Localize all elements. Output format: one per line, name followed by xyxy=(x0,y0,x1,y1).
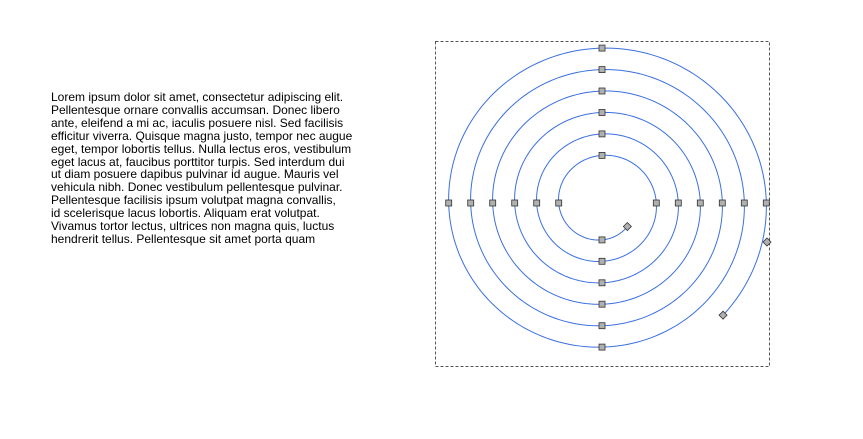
spiral-node[interactable] xyxy=(653,200,659,206)
spiral-node[interactable] xyxy=(599,258,605,264)
spiral-node[interactable] xyxy=(599,131,605,137)
spiral-node[interactable] xyxy=(446,200,452,206)
spiral-node[interactable] xyxy=(556,200,562,206)
text-line: Pellentesque facilisis ipsum volutpat magna convallis, xyxy=(51,193,336,208)
spiral-node[interactable] xyxy=(599,280,605,286)
spiral-node[interactable] xyxy=(599,344,605,350)
spiral-node[interactable] xyxy=(599,237,605,243)
spiral-node[interactable] xyxy=(719,200,725,206)
spiral-node[interactable] xyxy=(675,200,681,206)
text-line: hendrerit tellus. Pellentesque sit amet porta quam xyxy=(51,231,316,246)
spiral-node[interactable] xyxy=(468,200,474,206)
text-line: Vivamus tortor lectus, ultrices non magna quis, luctus xyxy=(51,219,335,234)
spiral-node[interactable] xyxy=(599,67,605,73)
spiral-node[interactable] xyxy=(697,200,703,206)
spiral-node[interactable] xyxy=(763,200,769,206)
spiral-node[interactable] xyxy=(534,200,540,206)
spiral-node[interactable] xyxy=(599,88,605,94)
spiral-node[interactable] xyxy=(599,45,605,51)
spiral-path[interactable] xyxy=(449,48,767,347)
text-line: Pellentesque ornare convallis accumsan. Donec libero xyxy=(51,102,340,117)
text-line: ante, eleifend a mi ac, iaculis posuere nisl. Sed facilisis xyxy=(51,115,344,130)
text-line: eget, tempor lobortis tellus. Nulla lectus eros, vestibulum xyxy=(51,141,352,156)
spiral-node[interactable] xyxy=(741,200,747,206)
spiral-node[interactable] xyxy=(599,301,605,307)
spiral-handles xyxy=(623,223,771,320)
text-line: Lorem ipsum dolor sit amet, consectetur adipiscing elit. xyxy=(51,90,344,104)
spiral-node[interactable] xyxy=(599,110,605,116)
spiral-node[interactable] xyxy=(512,200,518,206)
text-line: id scelerisque lacus lobortis. Aliquam erat volutpat. xyxy=(51,206,320,221)
text-line: efficitur viverra. Quisque magna justo, tempor nec augue xyxy=(51,128,353,143)
text-line: ut diam posuere dapibus pulvinar id augue. Mauris vel xyxy=(51,167,339,182)
spiral-node[interactable] xyxy=(599,152,605,158)
text-line: vehicula nibh. Donec vestibulum pellentesque pulvinar. xyxy=(51,180,343,195)
spiral-node[interactable] xyxy=(490,200,496,206)
spiral-node[interactable] xyxy=(599,323,605,329)
text-line: eget lacus at, faucibus porttitor turpis. Sed interdum dui xyxy=(51,154,345,169)
